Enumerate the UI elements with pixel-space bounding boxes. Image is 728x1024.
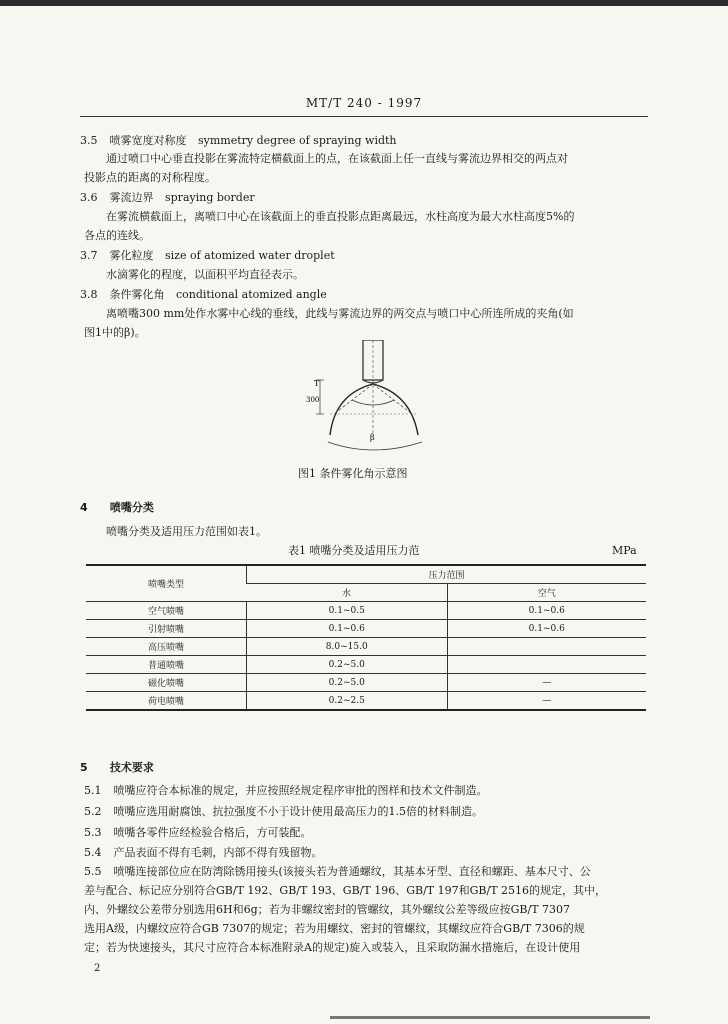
spray-angle-diagram — [300, 340, 450, 455]
section-3-8-body-line: 图1中的β)。 — [84, 326, 146, 339]
section-3-6-heading — [80, 191, 255, 205]
section-3-8-heading — [80, 288, 327, 302]
cell-air: 0.1~0.6 — [447, 602, 646, 620]
table-caption: 表1 喷嘴分类及适用压力范 — [288, 544, 420, 557]
header-pressure-range: 压力范围 — [247, 565, 647, 584]
clause-5-4 — [84, 846, 323, 860]
label-t: T — [314, 379, 320, 388]
table-unit: MPa — [612, 544, 637, 557]
clause-5-5 — [84, 865, 591, 879]
clause-number: 5.5 — [84, 865, 102, 878]
section-number: 3.5 — [80, 134, 98, 147]
section-3-8-body-line: 离喷嘴300 mm处作水雾中心线的垂线，此线与雾流边界的两交点与喷口中心所连所成的夹角(如 — [106, 307, 574, 320]
figure-caption: 图1 条件雾化角示意图 — [298, 467, 408, 480]
table-row — [86, 602, 646, 620]
cell-air: — — [447, 692, 646, 711]
clause-5-2 — [84, 805, 483, 819]
clause-5-5-continuation: 选用A级，内螺纹应符合GB 7307的规定；若为用螺纹、密封的管螺纹，其螺纹应符合GB/T 7306的规 — [84, 922, 585, 935]
table-row — [86, 674, 646, 692]
cell-air: — — [447, 674, 646, 692]
term-title: 喷雾宽度对称度 — [109, 134, 187, 147]
section-3-7-heading — [80, 249, 335, 263]
cell-water: 0.2~5.0 — [247, 674, 448, 692]
clause-number: 5.1 — [84, 784, 102, 797]
clause-5-5-continuation: 差与配合、标记应分别符合GB/T 192、GB/T 193、GB/T 196、GB/T 197和GB/T 2516的规定，其中， — [84, 884, 607, 897]
section-number: 4 — [80, 501, 88, 514]
section-4-body: 喷嘴分类及适用压力范围如表1。 — [106, 525, 267, 538]
clause-text-line: 喷嘴连接部位应在防湾除锈用接头(该接头若为普通螺纹，其基本牙型、直径和螺距、基本尺寸、公 — [113, 865, 591, 878]
clause-5-5-continuation: 内、外螺纹公差带分别选用6H和6g；若为非螺纹密封的管螺纹，其外螺纹公差等级应按GB/T 7307 — [84, 903, 571, 916]
section-3-5-heading — [80, 134, 397, 148]
header-rule — [80, 116, 648, 117]
clause-5-5-continuation: 定；若为快速接头，其尺寸应符合本标准附录A的规定)旋入或装入，且采取防漏水措施后，在设计使用 — [84, 941, 581, 954]
section-4-heading — [80, 499, 154, 515]
cell-type: 磁化喷嘴 — [86, 674, 247, 692]
cell-type: 空气喷嘴 — [86, 602, 247, 620]
clause-text: 喷嘴应符合本标准的规定，并应按照经规定程序审批的图样和技术文件制造。 — [113, 784, 488, 797]
term-english: spraying border — [165, 191, 255, 204]
cell-water: 0.1~0.5 — [247, 602, 448, 620]
scan-artifact-bottom — [330, 1016, 650, 1019]
section-3-5-body-line: 投影点的距离的对称程度。 — [84, 171, 216, 184]
angle-ray-left — [334, 384, 373, 414]
term-english: conditional atomized angle — [176, 288, 327, 301]
section-5-heading — [80, 759, 154, 775]
section-3-6-body-line: 各点的连线。 — [84, 229, 150, 242]
cell-type: 引射喷嘴 — [86, 620, 247, 638]
section-3-7-body-line: 水滴雾化的程度，以面积平均直径表示。 — [106, 268, 304, 281]
section-number: 5 — [80, 761, 88, 774]
cell-water: 0.2~2.5 — [247, 692, 448, 711]
clause-number: 5.2 — [84, 805, 102, 818]
table-row — [86, 656, 646, 674]
base-arc — [328, 442, 422, 450]
nozzle-pressure-table — [86, 564, 646, 711]
clause-text: 产品表面不得有毛刺，内部不得有残留物。 — [113, 846, 323, 859]
page-number: 2 — [94, 963, 101, 974]
clause-number: 5.3 — [84, 826, 102, 839]
term-title: 条件雾化角 — [109, 288, 165, 301]
cell-air — [447, 638, 646, 656]
clause-text: 喷嘴应选用耐腐蚀、抗拉强度不小于设计使用最高压力的1.5倍的材料制造。 — [113, 805, 483, 818]
clause-5-1 — [84, 784, 488, 798]
spray-border-left — [330, 384, 373, 435]
section-number: 3.8 — [80, 288, 98, 301]
section-3-6-body-line: 在雾流横截面上，离喷口中心在该截面上的垂直投影点距离最远，水柱高度为最大水柱高度5%的 — [106, 210, 575, 223]
cell-type: 荷电喷嘴 — [86, 692, 247, 711]
term-english: size of atomized water droplet — [165, 249, 335, 262]
label-beta: β — [370, 433, 375, 442]
term-english: symmetry degree of spraying width — [198, 134, 397, 147]
section-title: 喷嘴分类 — [109, 501, 154, 514]
cell-water: 8.0~15.0 — [247, 638, 448, 656]
term-title: 雾化粒度 — [109, 249, 154, 262]
table-row — [86, 638, 646, 656]
page-header: MT/T 240 - 1997 — [305, 96, 423, 110]
clause-number: 5.4 — [84, 846, 102, 859]
section-number: 3.7 — [80, 249, 98, 262]
section-3-5-body-line: 通过喷口中心垂直投影在雾流特定横截面上的点，在该截面上任一直线与雾流边界相交的两点对 — [106, 152, 568, 165]
section-number: 3.6 — [80, 191, 98, 204]
cell-type: 普通喷嘴 — [86, 656, 247, 674]
cell-air — [447, 656, 646, 674]
header-water: 水 — [247, 584, 448, 602]
table-row — [86, 692, 646, 711]
clause-text: 喷嘴各零件应经检验合格后，方可装配。 — [113, 826, 312, 839]
label-dimension: 300 — [306, 396, 320, 404]
angle-ray-right — [373, 384, 412, 414]
scan-edge-top — [0, 0, 728, 6]
cell-air: 0.1~0.6 — [447, 620, 646, 638]
cell-water: 0.2~5.0 — [247, 656, 448, 674]
table-row — [86, 620, 646, 638]
header-nozzle-type: 喷嘴类型 — [86, 565, 247, 602]
cell-type: 高压喷嘴 — [86, 638, 247, 656]
section-title: 技术要求 — [109, 761, 154, 774]
header-air: 空气 — [447, 584, 646, 602]
spray-border-right — [373, 384, 418, 435]
clause-5-3 — [84, 826, 312, 840]
cell-water: 0.1~0.6 — [247, 620, 448, 638]
term-title: 雾流边界 — [109, 191, 154, 204]
